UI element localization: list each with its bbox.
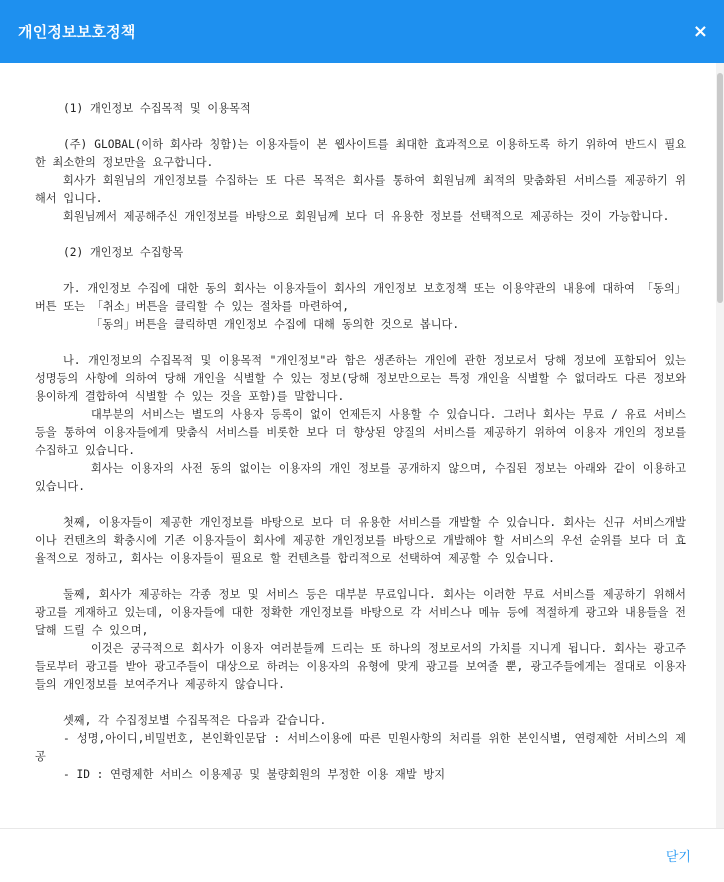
- modal-footer: [0, 828, 724, 882]
- policy-paragraph: (주) GLOBAL(이하 회사라 칭함)는 이용자들이 본 웹사이트를 최대한 효과적으로 이용하도록 하기 위하여 반드시 필요한 최소한의 정보만을 요구합니다.: [35, 138, 686, 169]
- policy-paragraph: 가. 개인정보 수집에 대한 동의 회사는 이용자들이 회사의 개인정보 보호정책 또는 이용약관의 내용에 대하여 「동의」버튼 또는 「취소」버튼을 클릭할 수 있는 절차를 마련하여,: [35, 282, 686, 313]
- policy-paragraph: 첫째, 이용자들이 제공한 개인정보를 바탕으로 보다 더 유용한 서비스를 개발할 수 있습니다. 회사는 신규 서비스개발이나 컨텐츠의 확충시에 기존 이용자들이 회사에 제공한 개인정보를 바탕으로 개발해야 할 서비스의 우선 순위를 보다 더 효율적으로 정하고, 회사는 이용자들이 필요로 할 컨텐츠를 합리적으로 선택하여 제공할 수 있습니다.: [35, 516, 686, 565]
- paragraph-gap: [35, 496, 686, 514]
- policy-paragraph: 회원님께서 제공해주신 개인정보를 바탕으로 회원님께 보다 더 유용한 정보를 선택적으로 제공하는 것이 가능합니다.: [63, 210, 670, 223]
- policy-text: [0, 63, 724, 784]
- policy-paragraph: (1) 개인정보 수집목적 및 이용목적: [63, 102, 251, 115]
- modal-title: 개인정보보호정책: [18, 23, 136, 41]
- paragraph-gap: [35, 694, 686, 712]
- paragraph-gap: [35, 262, 686, 280]
- paragraph-gap: [35, 334, 686, 352]
- policy-paragraph: 대부분의 서비스는 별도의 사용자 등록이 없이 언제든지 사용할 수 있습니다. 그러나 회사는 무료 / 유료 서비스 등을 통하여 이용자들에게 맞춤식 서비스를 비롯한 보다 더 향상된 양질의 서비스를 제공하기 위하여 이용자 개인의 정보를 수집하고 있습니다.: [35, 408, 686, 457]
- scrollbar-thumb[interactable]: [717, 73, 723, 303]
- policy-paragraph: 「동의」버튼을 클릭하면 개인정보 수집에 대해 동의한 것으로 봅니다.: [91, 318, 460, 331]
- paragraph-gap: [35, 226, 686, 244]
- policy-paragraph: 회사는 이용자의 사전 동의 없이는 이용자의 개인 정보를 공개하지 않으며, 수집된 정보는 아래와 같이 이용하고 있습니다.: [35, 462, 686, 493]
- paragraph-gap: [35, 568, 686, 586]
- policy-paragraph: (2) 개인정보 수집항목: [63, 246, 184, 259]
- policy-paragraph: - 성명,아이디,비밀번호, 본인확인문답 : 서비스이용에 따른 민원사항의 처리를 위한 본인식별, 연령제한 서비스의 제공: [35, 732, 686, 763]
- close-button[interactable]: 닫기: [665, 850, 691, 865]
- policy-content-scroll-area[interactable]: [0, 63, 724, 828]
- policy-paragraph: 둘째, 회사가 제공하는 각종 정보 및 서비스 등은 대부분 무료입니다. 회사는 이러한 무료 서비스를 제공하기 위해서 광고를 게재하고 있는데, 이용자들에 대한 정확한 개인정보를 바탕으로 각 서비스나 메뉴 등에 적절하게 광고와 내용들을 전달해 드릴 수 있으며,: [35, 588, 686, 637]
- policy-paragraph: 회사가 회원님의 개인정보를 수집하는 또 다른 목적은 회사를 통하여 회원님께 최적의 맞춤화된 서비스를 제공하기 위해서 입니다.: [35, 174, 686, 205]
- policy-paragraph: - ID : 연령제한 서비스 이용제공 및 불량회원의 부정한 이용 재발 방지: [63, 768, 446, 781]
- modal-header: [0, 0, 724, 63]
- policy-paragraph: 나. 개인정보의 수집목적 및 이용목적 "개인정보"라 함은 생존하는 개인에 관한 정보로서 당해 정보에 포함되어 있는 성명등의 사항에 의하여 당해 개인을 식별할 수 있는 정보(당해 정보만으로는 특정 개인을 식별할 수 없더라도 다른 정보와 용이하게 결합하여 식별할 수 있는 것을 포함)를 말합니다.: [35, 354, 686, 403]
- scrollbar[interactable]: [716, 63, 724, 828]
- close-icon[interactable]: ×: [692, 20, 708, 42]
- policy-paragraph: 셋째, 각 수집정보별 수집목적은 다음과 같습니다.: [63, 714, 327, 727]
- policy-paragraph: 이것은 궁극적으로 회사가 이용자 여러분들께 드리는 또 하나의 정보로서의 가치를 지니게 됩니다. 회사는 광고주들로부터 광고를 받아 광고주들이 대상으로 하려는 이용자의 유형에 맞게 광고를 보여줄 뿐, 광고주들에게는 절대로 이용자들의 개인정보를 보여주거나 제공하지 않습니다.: [35, 642, 686, 691]
- paragraph-gap: [35, 118, 686, 136]
